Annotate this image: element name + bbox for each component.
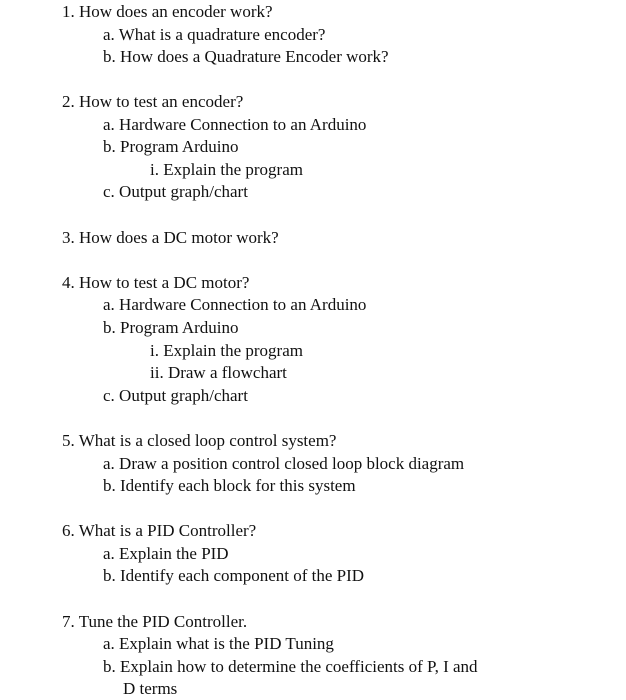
section-4-item-b-ii: ii. Draw a flowchart — [150, 363, 287, 382]
section-1-item-a: a. What is a quadrature encoder? — [103, 25, 326, 44]
section-5-item-b: b. Identify each block for this system — [103, 476, 356, 495]
section-4-title: 4. How to test a DC motor? — [62, 273, 250, 292]
section-7-title: 7. Tune the PID Controller. — [62, 612, 248, 631]
section-1-item-b: b. How does a Quadrature Encoder work? — [103, 47, 389, 66]
section-6-item-b: b. Identify each component of the PID — [103, 566, 365, 585]
section-6-title: 6. What is a PID Controller? — [62, 521, 257, 540]
section-7-item-b: b. Explain how to determine the coefficients of P, I and — [103, 657, 478, 676]
section-2-title: 2. How to test an encoder? — [62, 92, 244, 111]
section-4-item-b: b. Program Arduino — [103, 318, 239, 337]
section-4-item-c: c. Output graph/chart — [103, 386, 248, 405]
section-7-item-a: a. Explain what is the PID Tuning — [103, 634, 334, 653]
section-2-item-b: b. Program Arduino — [103, 137, 239, 156]
section-5-title: 5. What is a closed loop control system? — [62, 431, 337, 450]
section-2-item-b-i: i. Explain the program — [150, 160, 303, 179]
section-4-item-a: a. Hardware Connection to an Arduino — [103, 295, 367, 314]
section-5-item-a: a. Draw a position control closed loop block diagram — [103, 454, 465, 473]
section-1-title: 1. How does an encoder work? — [62, 2, 273, 21]
section-4-item-b-i: i. Explain the program — [150, 341, 303, 360]
section-2-item-c: c. Output graph/chart — [103, 182, 248, 201]
section-3-title: 3. How does a DC motor work? — [62, 228, 279, 247]
section-7-item-b-continued: D terms — [123, 679, 178, 698]
section-6-item-a: a. Explain the PID — [103, 544, 229, 563]
section-2-item-a: a. Hardware Connection to an Arduino — [103, 115, 367, 134]
